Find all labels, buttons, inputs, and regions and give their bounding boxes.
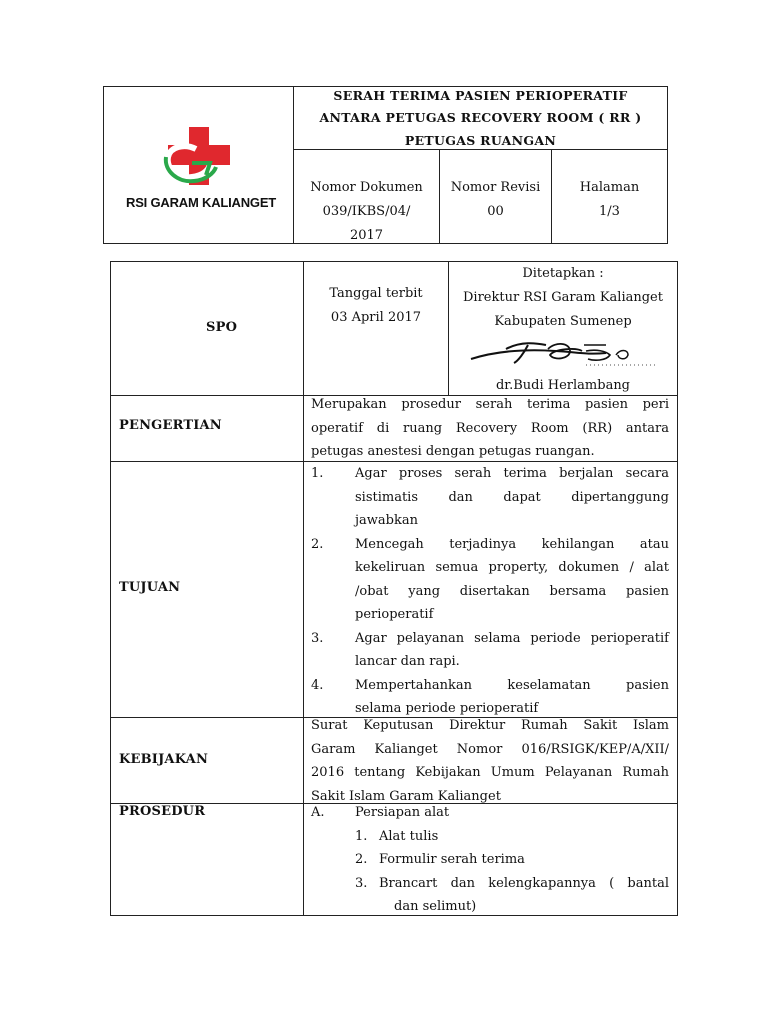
title-line-3: PETUGAS RUANGAN [404, 133, 557, 148]
issue-date-cell [304, 262, 449, 395]
approval-line-2: Kabupaten Sumenep [494, 314, 632, 329]
pengertian-text [311, 393, 669, 464]
page-value: 1/3 [599, 204, 620, 219]
list-item: 1. Alat tulis [355, 828, 439, 844]
doc-number-label: Nomor Dokumen [310, 180, 423, 195]
kebijakan-line-2: Garam Kalianget Nomor 016/RSIGK/KEP/A/XII/ [311, 741, 669, 757]
list-item: 1. Agar proses serah terima berjalan secara sistimatis dan dapat dipertanggung jawabkan [311, 466, 669, 528]
issue-date-value: 03 April 2017 [330, 310, 422, 325]
document-title [294, 87, 667, 150]
tujuan-list [311, 462, 669, 721]
revision-value: 00 [487, 204, 504, 219]
revision-label: Nomor Revisi [450, 180, 541, 195]
spo-table [110, 261, 678, 916]
title-line-2: ANTARA PETUGAS RECOVERY ROOM ( RR ) [319, 110, 642, 125]
kebijakan-line-1: Surat Keputusan Direktur Rumah Sakit Islam [311, 718, 669, 733]
approval-label: Ditetapkan : [522, 266, 604, 281]
page-label: Halaman [579, 180, 640, 195]
kebijakan-text [311, 714, 669, 808]
prosedur-section: A. Persiapan alat [311, 805, 450, 820]
pengertian-line-1: Merupakan prosedur serah terima pasien peri [311, 397, 669, 412]
approval-line-1: Direktur RSI Garam Kalianget [463, 290, 663, 305]
title-line-1: SERAH TERIMA PASIEN PERIOPERATIF [333, 88, 628, 103]
pengertian-line-2: operatif di ruang Recovery Room (RR) antara [311, 420, 669, 436]
signer-name: dr.Budi Herlambang [495, 378, 631, 393]
signature-icon [466, 337, 661, 369]
doc-number-line-2: 2017 [349, 228, 384, 243]
document-header-table [103, 86, 668, 244]
issue-date-label: Tanggal terbit [329, 286, 423, 301]
kebijakan-label: KEBIJAKAN [119, 752, 209, 767]
list-item: 2. Formulir serah terima [355, 852, 525, 867]
page-cell [552, 150, 667, 243]
revision-cell [440, 150, 552, 243]
doc-number-line-1: 039/IKBS/04/ [322, 204, 411, 219]
approval-cell [449, 262, 677, 395]
list-item: 2. Mencegah terjadinya kehilangan atau kekeliruan semua property, dokumen / alat /obat yang disertakan bersama pasien perioperatif [311, 536, 669, 622]
doc-number-cell [294, 150, 440, 243]
prosedur-text [311, 801, 669, 919]
logo-text: RSI GARAM KALIANGET [126, 195, 277, 210]
kebijakan-line-4: Sakit Islam Garam Kalianget [311, 788, 501, 804]
pengertian-label: PENGERTIAN [119, 418, 222, 433]
pengertian-line-3: petugas anestesi dengan petugas ruangan. [311, 444, 595, 459]
tujuan-label: TUJUAN [119, 580, 181, 595]
list-item: 4. Mempertahankan keselamatan pasien selama periode perioperatif [311, 677, 669, 716]
list-item: 3. Agar pelayanan selama periode perioperatif lancar dan rapi. [311, 630, 669, 669]
prosedur-label: PROSEDUR [119, 804, 206, 819]
hospital-cross-logo-icon [162, 127, 234, 189]
logo-cell [104, 87, 294, 243]
kebijakan-line-3: 2016 tentang Kebijakan Umum Pelayanan Rumah [311, 765, 669, 780]
spo-label: SPO [206, 320, 238, 335]
list-item: 3. Brancart dan kelengkapannya ( bantal dan selimut) [355, 875, 669, 914]
